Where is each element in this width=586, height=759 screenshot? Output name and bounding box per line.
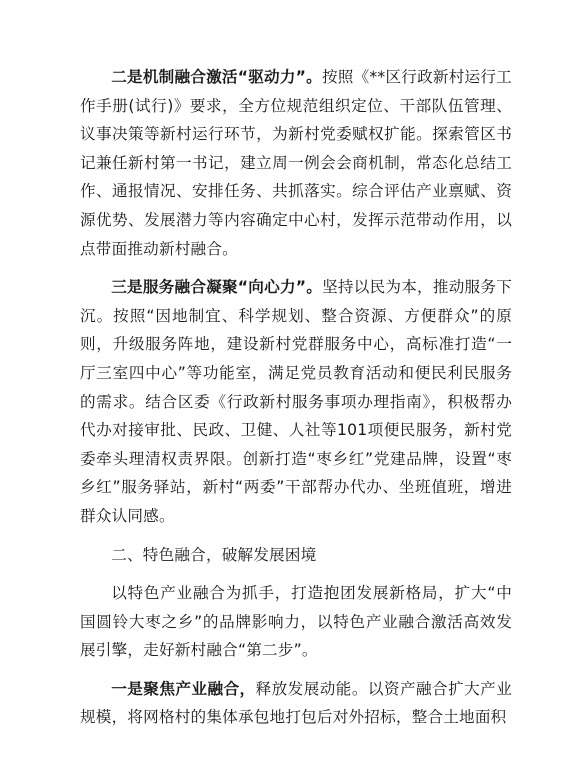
paragraph-lead: 三是服务融合凝聚“向心力”。 (111, 278, 323, 297)
document-body (80, 63, 512, 732)
paragraph-gap (80, 263, 512, 273)
paragraph-mechanism-integration (80, 63, 512, 263)
paragraph-gap (80, 665, 512, 675)
paragraph-section-intro (80, 579, 512, 665)
paragraph-lead: 一是聚焦产业融合， (111, 679, 256, 698)
paragraph-gap (80, 531, 512, 541)
paragraph-industry-integration (80, 675, 512, 732)
paragraph-lead: 二是机制融合激活“驱动力”。 (111, 68, 322, 86)
paragraph-text: 坚持以民为本，推动服务下沉。按照“因地制宜、科学规划、整合资源、方便群众”的原则，升级服务阵地，建设新村党群服务中心，高标准打造“一厅三室四中心”等功能室，满足党员教育活动和便民利民服务的需求。结合区委《行政新村服务事项办理指南》，积极帮办代办对接审批、民政、卫健、人社等101项便民服务，新村党委牵头理清权责界限。创新打造“枣乡红”党建品牌，设置“枣乡红”服务驿站，新村“两委”干部帮办代办、坐班值班，增进群众认同感。 (80, 278, 512, 525)
paragraph-gap (80, 569, 512, 579)
paragraph-text: 按照《**区行政新村运行工作手册(试行)》要求，全方位规范组织定位、干部队伍管理、议事决策等新村运行环节，为新村党委赋权扩能。探索管区书记兼任新村第一书记，建立周一例会会商机制，常态化总结工作、通报情况、安排任务、共抓落实。综合评估产业禀赋、资源优势、发展潜力等内容确定中心村，发挥示范带动作用，以点带面推动新村融合。 (80, 68, 512, 258)
paragraph-text: 释放发展动能。以资产融合扩大产业规模，将网格村的集体承包地打包后对外招标，整合土地面积 (80, 679, 512, 727)
section-heading (80, 541, 512, 570)
section-heading-text: 二、特色融合，破解发展困境 (111, 545, 317, 564)
paragraph-text: 以特色产业融合为抓手，打造抱团发展新格局，扩大“中国圆铃大枣之乡”的品牌影响力，以特色产业融合激活高效发展引擎，走好新村融合“第二步”。 (80, 584, 512, 660)
paragraph-service-integration (80, 273, 512, 530)
